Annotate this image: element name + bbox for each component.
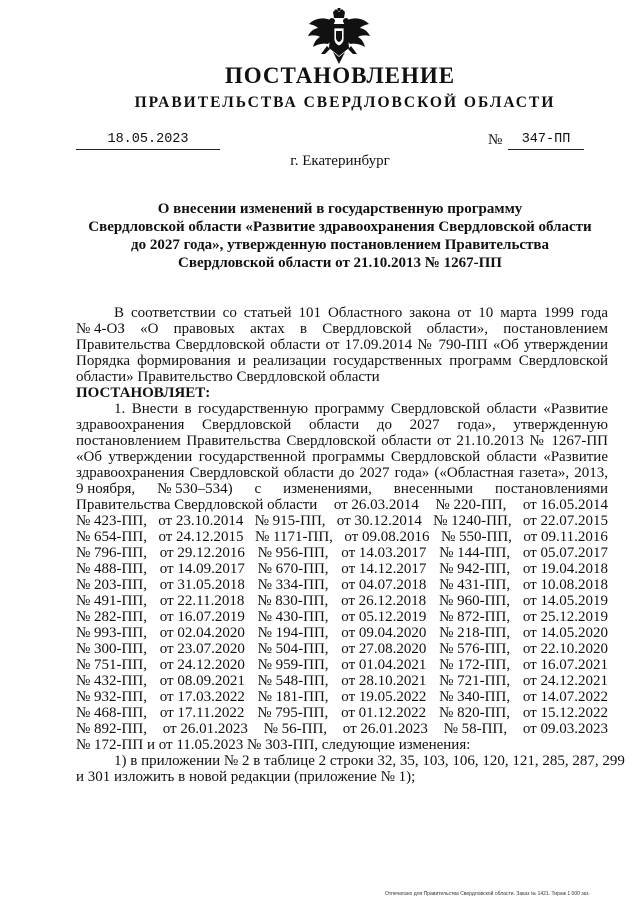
body-line <box>76 305 608 321</box>
body-word: от 28.10.2021 <box>341 673 427 689</box>
body-word: от 24.12.2015 <box>158 529 244 545</box>
body-word: области <box>309 417 360 433</box>
body-word: от 09.03.2023 <box>522 721 608 737</box>
body-line <box>76 561 608 577</box>
body-word: № 670-ПП, <box>257 561 329 577</box>
body-line <box>76 497 608 513</box>
body-word: с <box>254 481 262 497</box>
body-word: № 654-ПП, <box>76 529 147 545</box>
body-word: от 16.07.2021 <box>522 657 608 673</box>
body-word: ПОСТАНОВЛЯЕТ: <box>76 385 211 401</box>
body-word: 2027 <box>409 417 440 433</box>
body-word: от 14.09.2017 <box>159 561 245 577</box>
body-word: от 14.12.2017 <box>341 561 427 577</box>
body-word: Свердловской <box>202 417 292 433</box>
body-word: № 194-ПП, <box>257 625 329 641</box>
body-word: от 25.12.2019 <box>522 609 608 625</box>
body-word: 9 ноября, <box>76 481 136 497</box>
body-word: № 1240-ПП, <box>433 513 512 529</box>
body-word: от 24.12.2021 <box>522 673 608 689</box>
body-word: от 29.12.2016 <box>159 545 245 561</box>
body-word: № 915-ПП, <box>254 513 326 529</box>
body-line <box>76 433 608 449</box>
body-word: от 30.12.2014 <box>336 513 422 529</box>
body-word: от 27.08.2020 <box>341 641 427 657</box>
body-line <box>76 449 608 465</box>
body-word: № 751-ПП, <box>76 657 147 673</box>
body-line <box>76 705 608 721</box>
body-line <box>76 513 608 529</box>
body-word: от 31.05.2018 <box>159 577 245 593</box>
body-word: от 26.01.2023 <box>162 721 248 737</box>
body-line <box>76 401 608 417</box>
body-word: № 58-ПП, <box>443 721 508 737</box>
document-date: 18.05.2023 <box>76 131 220 150</box>
heading-line: Свердловской области «Развитие здравоохранения Свердловской области <box>88 219 592 235</box>
body-line <box>76 337 608 353</box>
body-word: № 432-ПП, <box>76 673 147 689</box>
body-word: от 26.01.2023 <box>342 721 428 737</box>
body-word: № 172-ПП и от 11.05.2023 № 303-ПП, следующие изменения: <box>76 737 471 753</box>
body-word: до <box>376 417 392 433</box>
body-line <box>76 609 608 625</box>
body-word: от 14.03.2017 <box>341 545 427 561</box>
body-word: № 504-ПП, <box>257 641 329 657</box>
body-word: № 181-ПП, <box>257 689 329 705</box>
body-word: от 08.09.2021 <box>159 673 245 689</box>
body-word: № 892-ПП, <box>76 721 147 737</box>
body-word: от 09.04.2020 <box>341 625 427 641</box>
body-line <box>76 737 608 753</box>
body-line <box>76 369 608 385</box>
body-word: № 300-ПП, <box>76 641 147 657</box>
body-word: № 830-ПП, <box>257 593 329 609</box>
body-word: изменениями, <box>283 481 372 497</box>
body-word: от 16.07.2019 <box>159 609 245 625</box>
document-issuer: ПРАВИТЕЛЬСТВА СВЕРДЛОВСКОЙ ОБЛАСТИ <box>134 94 556 111</box>
body-word: № 203-ПП, <box>76 577 147 593</box>
body-word: от 04.07.2018 <box>341 577 427 593</box>
body-word: № 721-ПП, <box>439 673 511 689</box>
body-word: № 430-ПП, <box>257 609 329 625</box>
body-word: от 02.04.2020 <box>159 625 245 641</box>
body-line <box>76 577 608 593</box>
body-word: «О <box>140 321 159 337</box>
body-word: № 340-ПП, <box>439 689 511 705</box>
body-word: № 220-ПП, <box>435 497 507 513</box>
body-line <box>76 641 608 657</box>
body-word: от 24.12.2020 <box>159 657 245 673</box>
body-word: от 23.10.2014 <box>158 513 244 529</box>
body-word: от 19.05.2022 <box>341 689 427 705</box>
body-word: от 19.04.2018 <box>522 561 608 577</box>
body-word: № 956-ПП, <box>257 545 329 561</box>
heading-line: Свердловской области от 21.10.2013 № 1267-ПП <box>178 255 502 271</box>
number-label: № <box>488 132 503 148</box>
body-word: постановлением <box>503 321 608 337</box>
body-word: от 09.08.2016 <box>344 529 430 545</box>
body-word: № 218-ПП, <box>439 625 511 641</box>
body-word: № 172-ПП, <box>439 657 511 673</box>
body-word: № 942-ПП, <box>439 561 511 577</box>
body-word: № 491-ПП, <box>76 593 147 609</box>
body-word: № 282-ПП, <box>76 609 147 625</box>
print-note: Отпечатано для Правительства Свердловской области. Заказ № 1421. Тираж 1 000 экз. <box>385 891 590 897</box>
body-word: от 15.12.2022 <box>522 705 608 721</box>
body-word: от 01.04.2021 <box>341 657 427 673</box>
body-line <box>76 753 625 769</box>
body-line <box>76 321 608 337</box>
body-word: от 09.11.2016 <box>523 529 608 545</box>
body-word: от 10.08.2018 <box>522 577 608 593</box>
body-word: 1) в приложении № 2 в таблице 2 строки 32, 35, 103, 106, 120, 121, 285, 287, 299 <box>114 753 625 769</box>
body-word: № 820-ПП, <box>439 705 510 721</box>
document-title: ПОСТАНОВЛЕНИЕ <box>224 63 456 88</box>
body-word: от 26.03.2014 <box>333 497 419 513</box>
body-word: от 05.07.2017 <box>522 545 608 561</box>
body-word: № 468-ПП, <box>76 705 147 721</box>
body-word: № 56-ПП, <box>263 721 328 737</box>
body-line <box>76 529 608 545</box>
body-word: № 144-ПП, <box>439 545 511 561</box>
body-word: Правительства Свердловской области от 17.09.2014 № 790-ПП «Об утверждении <box>76 337 608 353</box>
document-city: г. Екатеринбург <box>290 153 390 169</box>
body-word: № 1171-ПП, <box>255 529 333 545</box>
body-word: № 932-ПП, <box>76 689 147 705</box>
body-word: правовых <box>173 321 235 337</box>
body-word: Правительства Свердловской области <box>76 497 318 513</box>
body-word: № 4-ОЗ <box>76 321 125 337</box>
body-word: № 993-ПП, <box>76 625 147 641</box>
body-word: В соответствии со статьей 101 Областного закона от 10 марта 1999 года <box>114 305 608 321</box>
body-word: от 17.11.2022 <box>159 705 245 721</box>
body-word: № 530–534) <box>157 481 233 497</box>
body-word: 1. Внести в государственную программу Свердловской области «Развитие <box>114 401 608 417</box>
body-word: № 423-ПП, <box>76 513 147 529</box>
body-word: от 22.10.2020 <box>522 641 608 657</box>
body-word: от 14.05.2019 <box>522 593 608 609</box>
body-word: от 16.05.2014 <box>522 497 608 513</box>
body-word: области», <box>426 321 489 337</box>
body-word: года», <box>457 417 496 433</box>
body-word: внесенными <box>393 481 474 497</box>
body-word: от 14.07.2022 <box>522 689 608 705</box>
body-word: утвержденную <box>513 417 608 433</box>
body-word: от 17.03.2022 <box>159 689 245 705</box>
body-line <box>76 465 608 481</box>
body-word: от 22.11.2018 <box>159 593 245 609</box>
body-word: от 23.07.2020 <box>159 641 245 657</box>
body-word: № 796-ПП, <box>76 545 147 561</box>
body-word: здравоохранения <box>76 417 185 433</box>
body-word: № 550-ПП, <box>440 529 512 545</box>
body-word: актах <box>250 321 285 337</box>
body-line <box>76 689 608 705</box>
body-word: № 576-ПП, <box>439 641 511 657</box>
body-word: от 05.12.2019 <box>341 609 427 625</box>
body-word: № 872-ПП, <box>439 609 511 625</box>
body-line <box>76 721 608 737</box>
body-word: области» Правительство Свердловской области <box>76 369 380 385</box>
body-line <box>76 417 608 433</box>
resolves-label <box>76 385 608 401</box>
body-word: Свердловской <box>322 321 412 337</box>
body-word: здравоохранения Свердловской области до 2027 года» («Областная газета», 2013, <box>76 465 608 481</box>
body-word: постановлениями <box>494 481 608 497</box>
body-word: и 301 изложить в новой редакции (приложение № 1); <box>76 769 416 785</box>
body-word: № 960-ПП, <box>439 593 510 609</box>
coat-of-arms-icon <box>303 8 375 66</box>
body-word: постановлением Правительства Свердловской области от 21.10.2013 № 1267-ПП <box>76 433 608 449</box>
body-word: от 26.12.2018 <box>341 593 427 609</box>
body-line <box>76 625 608 641</box>
body-line <box>76 657 608 673</box>
document-heading <box>80 200 600 272</box>
document-number: 347-ПП <box>508 131 584 150</box>
body-word: Порядка формирования и реализации государственных программ Свердловской <box>76 353 608 369</box>
body-word: от 01.12.2022 <box>341 705 427 721</box>
body-line <box>76 673 608 689</box>
body-word: № 334-ПП, <box>257 577 329 593</box>
heading-line: О внесении изменений в государственную программу <box>157 201 523 217</box>
body-word: от 14.05.2020 <box>522 625 608 641</box>
document-body <box>76 305 625 785</box>
body-word: «Об утверждении государственной программы Свердловской области «Развитие <box>76 449 608 465</box>
body-line <box>76 353 608 369</box>
body-word: № 795-ПП, <box>257 705 329 721</box>
body-line <box>76 481 608 497</box>
body-word: № 431-ПП, <box>439 577 511 593</box>
heading-line: до 2027 года», утвержденную постановлением Правительства <box>130 237 550 253</box>
body-line <box>76 545 608 561</box>
body-word: № 488-ПП, <box>76 561 147 577</box>
body-line <box>76 769 608 785</box>
body-word: № 959-ПП, <box>257 657 329 673</box>
body-line <box>76 593 608 609</box>
body-word: № 548-ПП, <box>257 673 329 689</box>
body-word: в <box>299 321 308 337</box>
body-word: от 22.07.2015 <box>522 513 608 529</box>
